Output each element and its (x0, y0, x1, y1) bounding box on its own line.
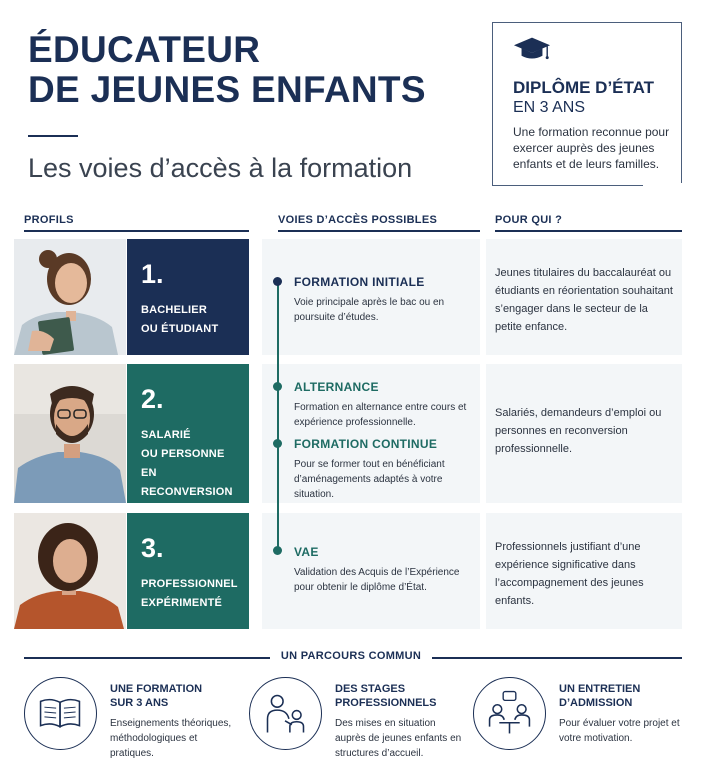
adult-child-icon (249, 677, 322, 750)
common-item-formation (110, 682, 240, 761)
profile-card-3 (127, 513, 249, 629)
common-item-entretien (559, 682, 689, 746)
profile-label (141, 301, 237, 339)
profile-number: 3. (141, 533, 164, 563)
common-item-title-line: DES STAGES (335, 683, 406, 695)
profile-label (141, 575, 237, 613)
diploma-card (492, 22, 682, 186)
common-item-title (110, 682, 240, 710)
voie-vae (294, 545, 474, 595)
common-item-title-line: UNE FORMATION (110, 683, 203, 695)
profile-label-line: BACHELIER (141, 304, 207, 316)
pour-qui-text-2: Salariés, demandeurs d’emploi ou personnes en reconversion professionnelle. (495, 407, 662, 455)
common-item-title-line: D’ADMISSION (559, 697, 633, 709)
common-item-title-line: UN ENTRETIEN (559, 683, 641, 695)
common-item-title (335, 682, 465, 710)
page-title (28, 30, 426, 110)
profile-photo-employee (14, 364, 126, 503)
profile-photo-student (14, 239, 126, 355)
voie-description: Voie principale après le bac ou en poursuite d’études. (294, 297, 445, 323)
diploma-title: DIPLÔME D’ÉTAT (513, 78, 655, 97)
diploma-description: Une formation reconnue pour exercer auprès des jeunes enfants et de leurs familles. (513, 125, 670, 171)
column-header-pour-qui: POUR QUI ? (495, 214, 563, 226)
profile-label-line: EN RECONVERSION (141, 467, 233, 498)
common-item-title-line: SUR 3 ANS (110, 697, 169, 709)
voie-description: Pour se former tout en bénéficiant d’aménagements adaptés à votre situation. (294, 459, 445, 500)
profile-label (141, 426, 237, 502)
voie-title: ALTERNANCE (294, 380, 379, 394)
voie-formation-initiale (294, 275, 474, 325)
column-rule-voies (278, 230, 480, 232)
profile-number: 2. (141, 384, 164, 414)
column-rule-profils (24, 230, 249, 232)
column-header-voies: VOIES D’ACCÈS POSSIBLES (278, 214, 438, 226)
profile-label-line: EXPÉRIMENTÉ (141, 597, 223, 609)
voie-description: Formation en alternance entre cours et expérience professionnelle. (294, 402, 467, 428)
title-divider (28, 135, 78, 137)
column-header-profils: PROFILS (24, 214, 74, 226)
profile-label-line: SALARIÉ (141, 429, 191, 441)
column-rule-pour-qui (495, 230, 682, 232)
profile-photo-professional (14, 513, 126, 629)
profile-card-2 (127, 364, 249, 503)
profile-label-line: PROFESSIONNEL (141, 578, 238, 590)
interview-icon (473, 677, 546, 750)
voie-formation-continue (294, 437, 474, 502)
common-item-description: Enseignements théoriques, méthodologiques et pratiques. (110, 718, 232, 759)
timeline-line (277, 282, 279, 552)
title-line-2: DE JEUNES ENFANTS (28, 69, 426, 110)
page-subtitle: Les voies d’accès à la formation (28, 153, 413, 183)
common-item-title (559, 682, 689, 710)
box-corner-gap (643, 183, 683, 187)
voie-title: FORMATION INITIALE (294, 275, 425, 289)
common-item-title-line: PROFESSIONNELS (335, 697, 437, 709)
title-line-1: ÉDUCATEUR (28, 29, 261, 70)
timeline-dot (273, 439, 282, 448)
diploma-duration: EN 3 ANS (513, 99, 586, 116)
profile-number: 1. (141, 259, 164, 289)
voie-alternance (294, 380, 474, 430)
common-item-description: Pour évaluer votre projet et votre motivation. (559, 718, 680, 744)
pour-qui-text-3: Professionnels justifiant d’une expérience significative dans l’accompagnement des jeunes enfants. (495, 541, 644, 607)
pour-qui-text-1: Jeunes titulaires du baccalauréat ou étudiants en réorientation souhaitant s’engager dans le secteur de la petite enfance. (495, 267, 673, 333)
voie-title: VAE (294, 545, 319, 559)
open-book-icon (24, 677, 97, 750)
timeline-dot (273, 382, 282, 391)
profile-card-1 (127, 239, 249, 355)
profile-label-line: OU ÉTUDIANT (141, 323, 219, 335)
timeline-dot (273, 546, 282, 555)
profile-label-line: OU PERSONNE (141, 448, 225, 460)
voie-title: FORMATION CONTINUE (294, 437, 438, 451)
voie-description: Validation des Acquis de l’Expérience pour obtenir le diplôme d’État. (294, 567, 460, 593)
common-item-description: Des mises en situation auprès de jeunes enfants en structures d’accueil. (335, 718, 462, 759)
timeline-dot (273, 277, 282, 286)
common-item-stages (335, 682, 465, 761)
graduation-cap-icon (513, 35, 551, 65)
common-heading: UN PARCOURS COMMUN (280, 650, 422, 662)
